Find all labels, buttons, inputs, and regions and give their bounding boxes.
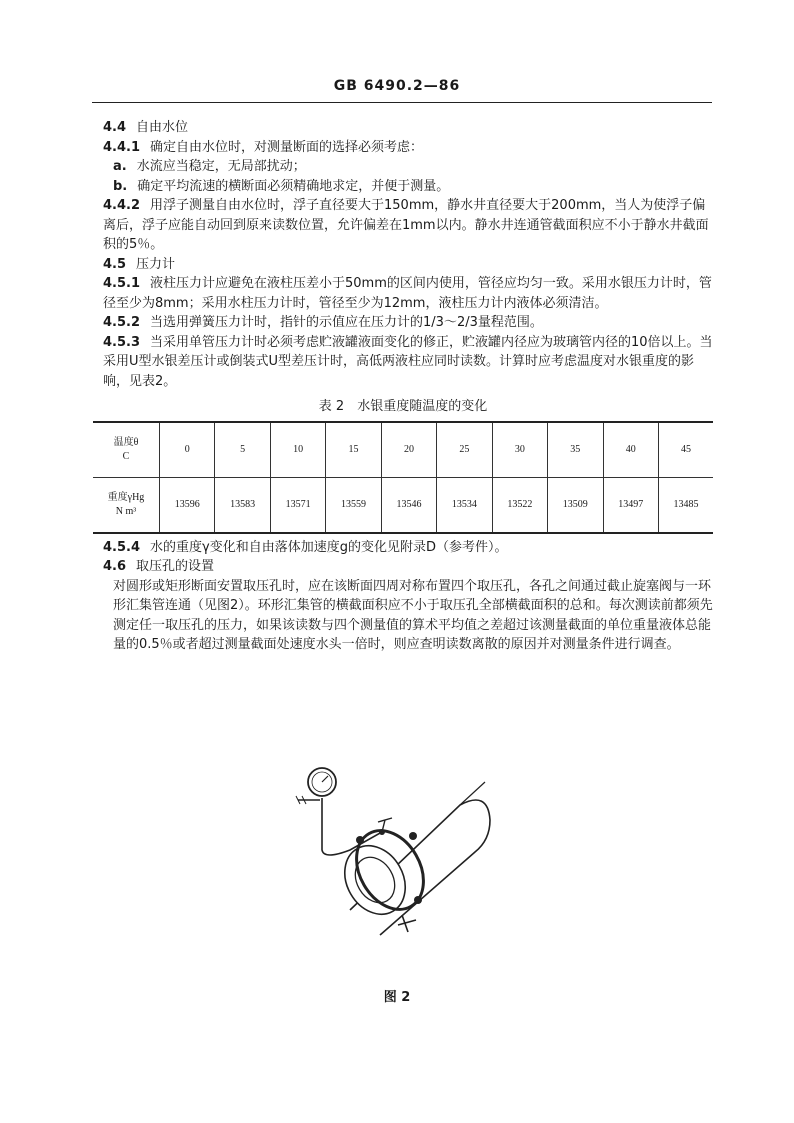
table-cell: 0 — [160, 422, 215, 478]
table-cell: 15 — [326, 422, 381, 478]
table-cell: 13596 — [160, 477, 215, 533]
table-cell: 13559 — [326, 477, 381, 533]
section-4-5: 4.5 压力计 — [103, 256, 176, 272]
table-cell: 30 — [492, 422, 547, 478]
table-cell: 13522 — [492, 477, 547, 533]
table-cell: 13583 — [215, 477, 270, 533]
table-row-weight — [93, 477, 713, 533]
table-cell: 13546 — [381, 477, 436, 533]
table-row-temperature — [93, 422, 713, 478]
document-body — [93, 118, 713, 655]
table-cell: 35 — [548, 422, 603, 478]
section-4-4: 4.4 自由水位 — [103, 120, 189, 135]
table-cell: 25 — [437, 422, 492, 478]
table-cell: 13534 — [437, 477, 492, 533]
pressure-ring-illustration — [290, 760, 510, 940]
mercury-density-table — [93, 421, 713, 534]
page-header: GB 6490.2—86 — [333, 78, 461, 94]
figure-caption: 图 2 — [383, 990, 411, 1005]
table-cell: 45 — [658, 422, 713, 478]
section-4-4-2: 4.4.2 用浮子测量自由水位时，浮子直径要大于150mm，静水井直径要大于200mm，当人为使浮子偏离后，浮子应能自动回到原来读数位置，允许偏差在1mm以内。静水井连通管截面积应不小于静水井截面积的5％。 — [103, 198, 709, 252]
table-cell: 13485 — [658, 477, 713, 533]
section-4-6-paragraph: 对圆形或矩形断面安置取压孔时，应在该断面四周对称布置四个取压孔，各孔之间通过截止旋塞阀与一环形汇集管连通（见图2）。环形汇集管的横截面积应不小于取压孔全部横截面积的总和。每次测读前都须先测定任一取压孔的压力，如果该读数与四个测量值的算术平均值之差超过该测量截面的单位重量液体总能量的0.5％或者超过测量截面处速度水头一倍时，则应查明读数离散的原因并对测量条件进行调查。 — [113, 578, 713, 652]
item-b: b. 确定平均流速的横断面必须精确地求定，并便于测量。 — [113, 178, 450, 194]
row-label-temperature: 温度θ C — [93, 422, 160, 478]
item-a: a. 水流应当稳定，无局部扰动； — [113, 159, 306, 174]
table-cell: 13497 — [603, 477, 658, 533]
table-cell: 5 — [215, 422, 270, 478]
section-4-5-4: 4.5.4 水的重度γ变化和自由落体加速度g的变化见附录D（参考件）。 — [103, 539, 508, 555]
section-4-5-1: 4.5.1 液柱压力计应避免在液柱压差小于50mm的区间内使用，管径应均匀一致。采用水银压力计时，管径至少为8mm；采用水柱压力计时，管径至少为12mm，液柱压力计内液体必须清洁。 — [103, 276, 712, 311]
section-4-5-2: 4.5.2 当选用弹簧压力计时，指针的示值应在压力计的1/3～2/3量程范围。 — [103, 315, 543, 330]
table-cell: 13571 — [270, 477, 325, 533]
section-4-5-3: 4.5.3 当采用单管压力计时必须考虑贮液罐液面变化的修正，贮液罐内径应为玻璃管内径的10倍以上。当采用U型水银差压计或倒装式U型差压计时，高低两液柱应同时读数。计算时应考虑温度对水银重度的影响，见表2。 — [103, 334, 713, 389]
table-cell: 13509 — [548, 477, 603, 533]
header-rule — [92, 102, 712, 103]
row-label-weight: 重度γHg N m³ — [93, 477, 160, 533]
table-cell: 10 — [270, 422, 325, 478]
section-4-6: 4.6 取压孔的设置 — [103, 559, 215, 574]
section-4-4-1: 4.4.1 确定自由水位时，对测量断面的选择必须考虑： — [103, 139, 424, 155]
table-cell: 40 — [603, 422, 658, 478]
table-cell: 20 — [381, 422, 436, 478]
table-caption: 表 2 水银重度随温度的变化 — [318, 399, 488, 414]
